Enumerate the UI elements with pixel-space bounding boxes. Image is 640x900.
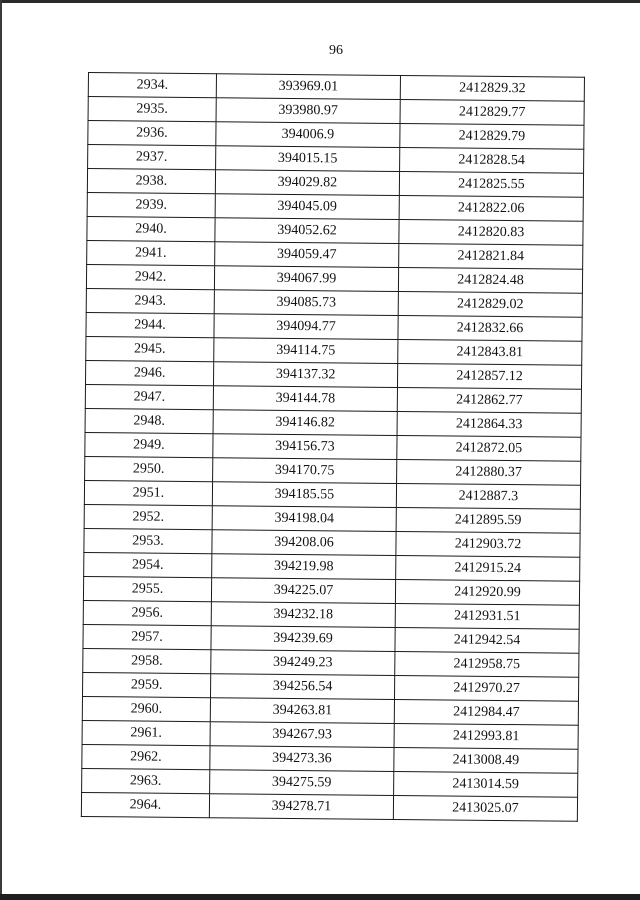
y-coordinate-cell: 2412993.81 [394,723,578,749]
page-number: 96 [329,43,343,58]
table-row [81,792,577,821]
x-coordinate-cell: 394137.32 [213,362,397,388]
point-number-cell: 2943. [86,288,214,313]
point-number-cell: 2935. [88,97,216,122]
y-coordinate-cell: 2412829.32 [400,75,584,101]
coordinate-table [81,72,585,822]
x-coordinate-cell: 394185.55 [212,482,396,508]
x-coordinate-cell: 394085.73 [214,290,398,316]
y-coordinate-cell: 2412872.05 [397,435,581,461]
y-coordinate-cell: 2412958.75 [395,651,579,677]
y-coordinate-cell: 2412920.99 [395,579,579,605]
x-coordinate-cell: 394275.59 [210,770,394,796]
y-coordinate-cell: 2412857.12 [397,363,581,389]
point-number-cell: 2944. [86,312,214,337]
scan-border-bottom [0,894,640,900]
x-coordinate-cell: 394263.81 [210,698,394,724]
point-number-cell: 2954. [84,552,212,577]
x-coordinate-cell: 394249.23 [211,650,395,676]
x-coordinate-cell: 393969.01 [216,74,400,100]
y-coordinate-cell: 2412895.59 [396,507,580,533]
y-coordinate-cell: 2413008.49 [394,747,578,773]
x-coordinate-cell: 394198.04 [212,506,396,532]
y-coordinate-cell: 2412829.02 [398,291,582,317]
x-coordinate-cell: 394156.73 [213,434,397,460]
x-coordinate-cell: 394015.15 [216,146,400,172]
x-coordinate-cell: 394067.99 [214,266,398,292]
y-coordinate-cell: 2412824.48 [398,267,582,293]
y-coordinate-cell: 2412862.77 [397,387,581,413]
x-coordinate-cell: 394219.98 [212,554,396,580]
point-number-cell: 2959. [83,672,211,697]
y-coordinate-cell: 2412970.27 [394,675,578,701]
y-coordinate-cell: 2412829.77 [400,99,584,125]
x-coordinate-cell: 394052.62 [215,218,399,244]
point-number-cell: 2957. [83,624,211,649]
point-number-cell: 2939. [87,192,215,217]
y-coordinate-cell: 2413014.59 [394,771,578,797]
x-coordinate-cell: 394208.06 [212,530,396,556]
x-coordinate-cell: 394045.09 [215,194,399,220]
y-coordinate-cell: 2412864.33 [397,411,581,437]
y-coordinate-cell: 2413025.07 [393,795,577,821]
point-number-cell: 2936. [88,121,216,146]
x-coordinate-cell: 394170.75 [213,458,397,484]
point-number-cell: 2963. [82,768,210,793]
scan-border-left [0,0,2,900]
y-coordinate-cell: 2412822.06 [399,195,583,221]
x-coordinate-cell: 393980.97 [216,98,400,124]
point-number-cell: 2956. [83,600,211,625]
y-coordinate-cell: 2412820.83 [399,219,583,245]
scan-border-top [0,0,640,3]
point-number-cell: 2940. [87,216,215,241]
x-coordinate-cell: 394114.75 [214,338,398,364]
point-number-cell: 2941. [87,240,215,265]
point-number-cell: 2950. [85,456,213,481]
point-number-cell: 2937. [88,145,216,170]
x-coordinate-cell: 394232.18 [211,602,395,628]
x-coordinate-cell: 394029.82 [215,170,399,196]
point-number-cell: 2945. [86,336,214,361]
point-number-cell: 2953. [84,528,212,553]
point-number-cell: 2958. [83,648,211,673]
x-coordinate-cell: 394267.93 [210,722,394,748]
x-coordinate-cell: 394278.71 [209,794,393,820]
y-coordinate-cell: 2412887.3 [396,483,580,509]
coordinate-table-body [81,73,584,822]
y-coordinate-cell: 2412843.81 [398,339,582,365]
x-coordinate-cell: 394144.78 [213,386,397,412]
y-coordinate-cell: 2412903.72 [396,531,580,557]
point-number-cell: 2955. [83,576,211,601]
point-number-cell: 2952. [84,504,212,529]
y-coordinate-cell: 2412880.37 [397,459,581,485]
y-coordinate-cell: 2412829.79 [400,123,584,149]
point-number-cell: 2942. [86,264,214,289]
x-coordinate-cell: 394256.54 [210,674,394,700]
x-coordinate-cell: 394006.9 [216,122,400,148]
x-coordinate-cell: 394059.47 [215,242,399,268]
point-number-cell: 2947. [85,384,213,409]
point-number-cell: 2949. [85,432,213,457]
point-number-cell: 2948. [85,408,213,433]
point-number-cell: 2934. [88,73,216,98]
point-number-cell: 2964. [81,792,209,817]
y-coordinate-cell: 2412915.24 [396,555,580,581]
point-number-cell: 2938. [87,169,215,194]
x-coordinate-cell: 394239.69 [211,626,395,652]
y-coordinate-cell: 2412984.47 [394,699,578,725]
y-coordinate-cell: 2412821.84 [399,243,583,269]
point-number-cell: 2960. [82,696,210,721]
y-coordinate-cell: 2412825.55 [399,171,583,197]
x-coordinate-cell: 394146.82 [213,410,397,436]
x-coordinate-cell: 394225.07 [211,578,395,604]
point-number-cell: 2962. [82,744,210,769]
y-coordinate-cell: 2412931.51 [395,603,579,629]
point-number-cell: 2961. [82,720,210,745]
x-coordinate-cell: 394273.36 [210,746,394,772]
y-coordinate-cell: 2412828.54 [400,147,584,173]
y-coordinate-cell: 2412942.54 [395,627,579,653]
y-coordinate-cell: 2412832.66 [398,315,582,341]
x-coordinate-cell: 394094.77 [214,314,398,340]
point-number-cell: 2951. [84,480,212,505]
point-number-cell: 2946. [86,360,214,385]
